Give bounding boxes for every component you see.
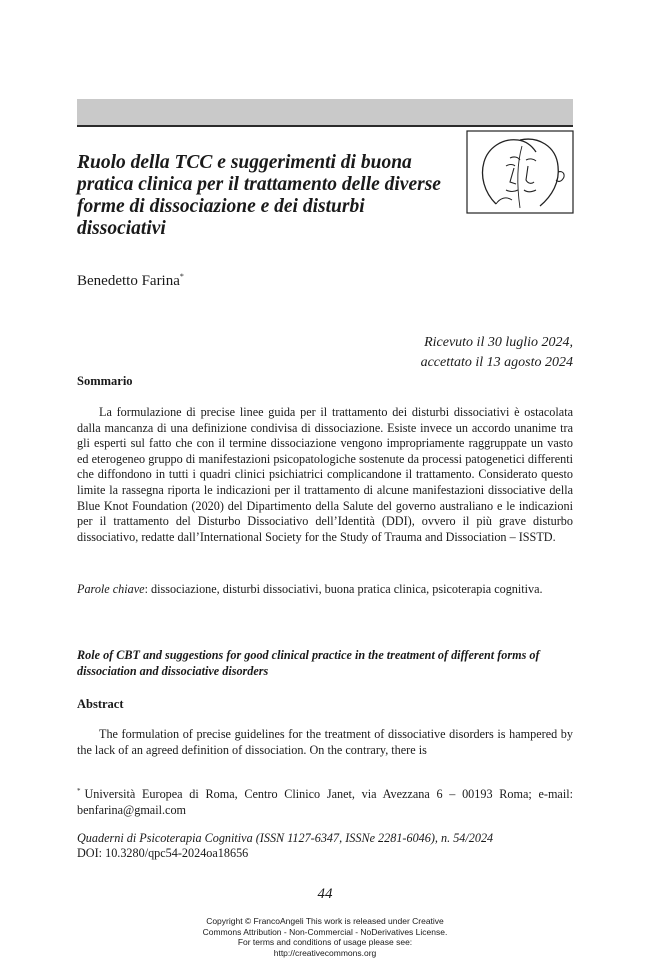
footnote-mark: * xyxy=(77,787,81,795)
footnote-text: Università Europea di Roma, Centro Clinico Janet, via Avezzana 6 – 00193 Roma; e-mail: benfarina@gmail.com xyxy=(77,787,573,817)
copyright-line-3: For terms and conditions of usage please see: xyxy=(237,937,413,947)
sommario-heading: Sommario xyxy=(77,374,133,388)
received-dates xyxy=(421,333,573,373)
author-footnote-mark: * xyxy=(179,272,184,281)
author-affiliation-footnote xyxy=(77,784,573,818)
abstract-text: The formulation of precise guidelines for the treatment of dissociative disorders is hampered by the lack of an agreed definition of dissociation. On the contrary, there is xyxy=(77,727,573,757)
abstract-heading: Abstract xyxy=(77,697,124,711)
journal-citation xyxy=(77,831,573,861)
page-number: 44 xyxy=(317,886,333,902)
english-title: Role of CBT and suggestions for good clinical practice in the treatment of different forms of dissociation and dissociative disorders xyxy=(77,648,540,678)
copyright-line-2: Commons Attribution - Non-Commercial - NoDerivatives License. xyxy=(202,926,448,937)
copyright-line-1: Copyright © FrancoAngeli This work is released under Creative xyxy=(206,916,444,926)
author-name-text: Benedetto Farina xyxy=(77,273,180,289)
keywords xyxy=(77,582,573,598)
copyright-link[interactable]: http://creativecommons.org xyxy=(273,947,377,958)
doi: DOI: 10.3280/qpc54-2024oa18656 xyxy=(77,846,249,860)
copyright-notice xyxy=(0,916,650,958)
accepted-date: accettato il 13 agosto 2024 xyxy=(420,355,573,370)
author-name xyxy=(77,268,184,290)
article-title: Ruolo della TCC e suggerimenti di buona pratica clinica per il trattamento delle diverse forme di dissociazione e dei disturbi dissociativi xyxy=(77,152,441,239)
received-date: Ricevuto il 30 luglio 2024, xyxy=(424,335,573,350)
keywords-label: Parole chiave xyxy=(77,582,145,596)
keywords-list: : dissociazione, disturbi dissociativi, buona pratica clinica, psicoterapia cognitiva. xyxy=(144,582,543,596)
header-bar xyxy=(77,99,573,127)
journal-name: Quaderni di Psicoterapia Cognitiva (ISSN 1127-6347, ISSNe 2281-6046), n. 54/2024 xyxy=(77,831,494,845)
journal-logo xyxy=(466,130,574,214)
sommario-text: La formulazione di precise linee guida per il trattamento dei disturbi dissociativi è ostacolata dalla mancanza di una definizione condivisa di dissociazione. Esiste invece un accordo unanime tra gli esperti sul fatto che con il termine dissociazione vengono impropriamente raggruppate un vasto ed eterogeneo gruppo di manifestazioni psicopatologiche sostenute da processi patogenetici differenti che diffondono in tutti i quadri clinici psichiatrici complicandone il trattamento. Considerato questo limite la rassegna riporta le indicazioni per il trattamento di alcune manifestazioni dissociative della Blue Knot Foundation (2020) del Dipartimento della Salute del governo australiano e le indicazioni per il trattamento del Disturbo Dissociativo dell’Identità (DDI), ovvero il più grave disturbo dissociativo, redatte dall’International Society for the Study of Trauma and Dissociation – ISSTD. xyxy=(77,405,573,544)
faces-sketch-icon xyxy=(466,130,574,214)
